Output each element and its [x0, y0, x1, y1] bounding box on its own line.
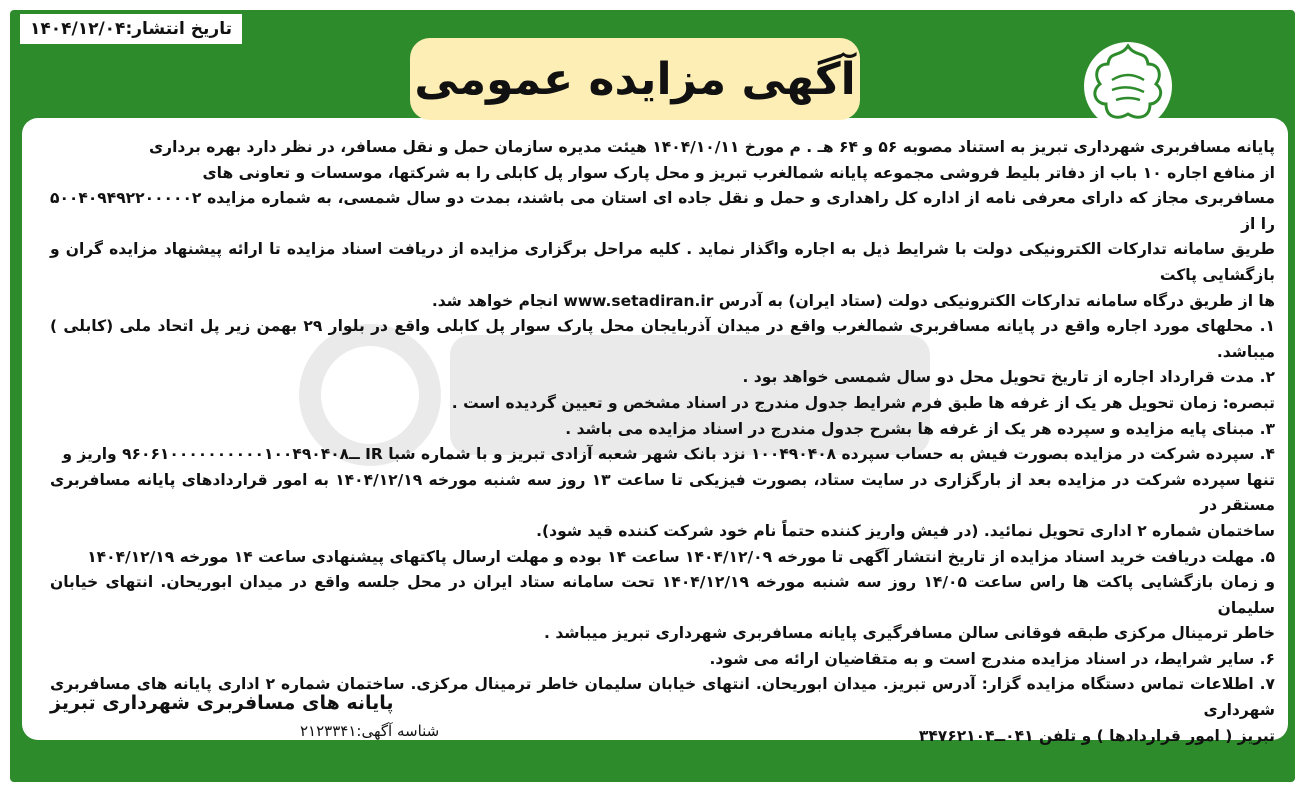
condition-item: تبریز ( امور قراردادها ) و تلفن ۰۴۱ــ۳۴۷۶۲۱۰۴ — [918, 726, 1275, 745]
condition-item: و زمان بازگشایی پاکت ها راس ساعت ۱۴/۰۵ روز سه شنبه مورخه ۱۴۰۴/۱۲/۱۹ تحت سامانه ستاد ایران در محل جلسه واقع در میدان ابوریحان. انتهای خیابان سلیمان — [50, 573, 1276, 617]
intro-line: پایانه مسافربری شهرداری تبریز به استناد مصوبه ۵۶ و ۶۴ هـ . م مورخ ۱۴۰۴/۱۰/۱۱ هیئت مدیره سازمان حمل و نقل مسافر، در نظر دارد بهره برداری — [148, 138, 1275, 156]
condition-item: ۱. محلهای مورد اجاره واقع در پایانه مسافربری شمالغرب واقع در میدان آذربایجان محل پارک سوار پل کابلی واقع در بلوار ۲۹ بهمن زیر پل اتحاد ملی (کابلی ) میباشد. — [50, 317, 1275, 361]
logo-emblem-icon — [1082, 40, 1174, 132]
footer-organization: پایانه های مسافربری شهرداری تبریز — [50, 692, 394, 714]
condition-item: ۶. سایر شرایط، در اسناد مزایده مندرج است و به متقاضیان ارائه می شود. — [709, 649, 1275, 668]
condition-item: ۳. مبنای پایه مزایده و سپرده هر یک از غرفه ها بشرح جدول مندرج در اسناد مزایده می باشد . — [565, 419, 1275, 438]
intro-line: از منافع اجاره ۱۰ باب از دفاتر بلیط فروشی مجموعه پایانه شمالغرب تبریز و محل پارک سوار پل کابلی را به شرکتها، موسسات و تعاونی های — [202, 163, 1275, 182]
municipality-logo — [1082, 40, 1174, 132]
intro-line: مسافربری مجاز که دارای معرفی نامه از اداره کل راهداری و حمل و نقل جاده ای استان می باشند، بمدت دو سال شمسی، به شماره مزایده ۵۰۰۴۰۹۴۹۲۲۰۰۰۰۰۲ را از — [50, 189, 1275, 233]
condition-item: تنها سپرده شرکت در مزایده بعد از بارگزاری در سایت ستاد، بصورت فیزیکی تا ساعت ۱۳ روز سه شنبه مورخه ۱۴۰۴/۱۲/۱۹ به امور قراردادهای پایانه مسافربری مستقر در — [50, 470, 1275, 515]
condition-item: خاطر ترمینال مرکزی طبقه فوقانی سالن مسافرگیری پایانه مسافربری شهرداری تبریز میباشد . — [544, 624, 1275, 643]
condition-item: ۵. مهلت دریافت خرید اسناد مزایده از تاریخ انتشار آگهی تا مورخه ۱۴۰۴/۱۲/۰۹ ساعت ۱۴ بوده و مهلت ارسال پاکتهای پیشنهادی ساعت ۱۴ مورخه ۱۴۰۴/۱۲/۱۹ — [87, 547, 1275, 566]
condition-item: ساختمان شماره ۲ اداری تحویل نمائید. (در فیش واریز کننده حتماً نام خود شرکت کننده قید شود). — [536, 521, 1275, 540]
condition-item: ۴. سپرده شرکت در مزایده بصورت فیش به حساب سپرده ۱۰۰۴۹۰۴۰۸ نزد بانک شهر شعبه آزادی تبریز و با شماره شبا IR ــ۹۶۰۶۱۰۰۰۰۰۰۰۰۰۰۱۰۰۴۹۰۴۰۸ واریز و — [62, 445, 1275, 464]
page-title: آگهی مزایده عمومی — [410, 38, 860, 120]
condition-item: ۷. اطلاعات تماس دستگاه مزایده گزار: آدرس تبریز. میدان ابوریحان. انتهای خیابان سلیمان خاطر ترمینال مرکزی. ساختمان شماره ۲ اداری پایانه های مسافربری شهرداری — [50, 675, 1276, 720]
intro-line: ها از طریق درگاه سامانه تدارکات الکترونیکی دولت (ستاد ایران) به آدرس www.setadiran.ir انجام خواهد شد. — [431, 291, 1275, 310]
ad-id: شناسه آگهی:۲۱۲۳۳۴۱ — [300, 722, 440, 740]
publish-date: تاریخ انتشار:۱۴۰۴/۱۲/۰۴ — [20, 14, 242, 44]
condition-item: ۲. مدت قرارداد اجاره از تاریخ تحویل محل دو سال شمسی خواهد بود . — [742, 368, 1275, 387]
intro-line: طریق سامانه تدارکات الکترونیکی دولت با شرایط ذیل به اجاره واگذار نماید . کلیه مراحل برگزاری مزایده از دریافت اسناد مزایده تا ارائه پیشنهاد مزایده گران و بازگشایی پاکت — [50, 240, 1275, 284]
condition-note: تبصره: زمان تحویل هر یک از غرفه ها طبق فرم شرایط جدول مندرج در اسناد مشخص و تعیین گردیده است . — [451, 393, 1275, 412]
